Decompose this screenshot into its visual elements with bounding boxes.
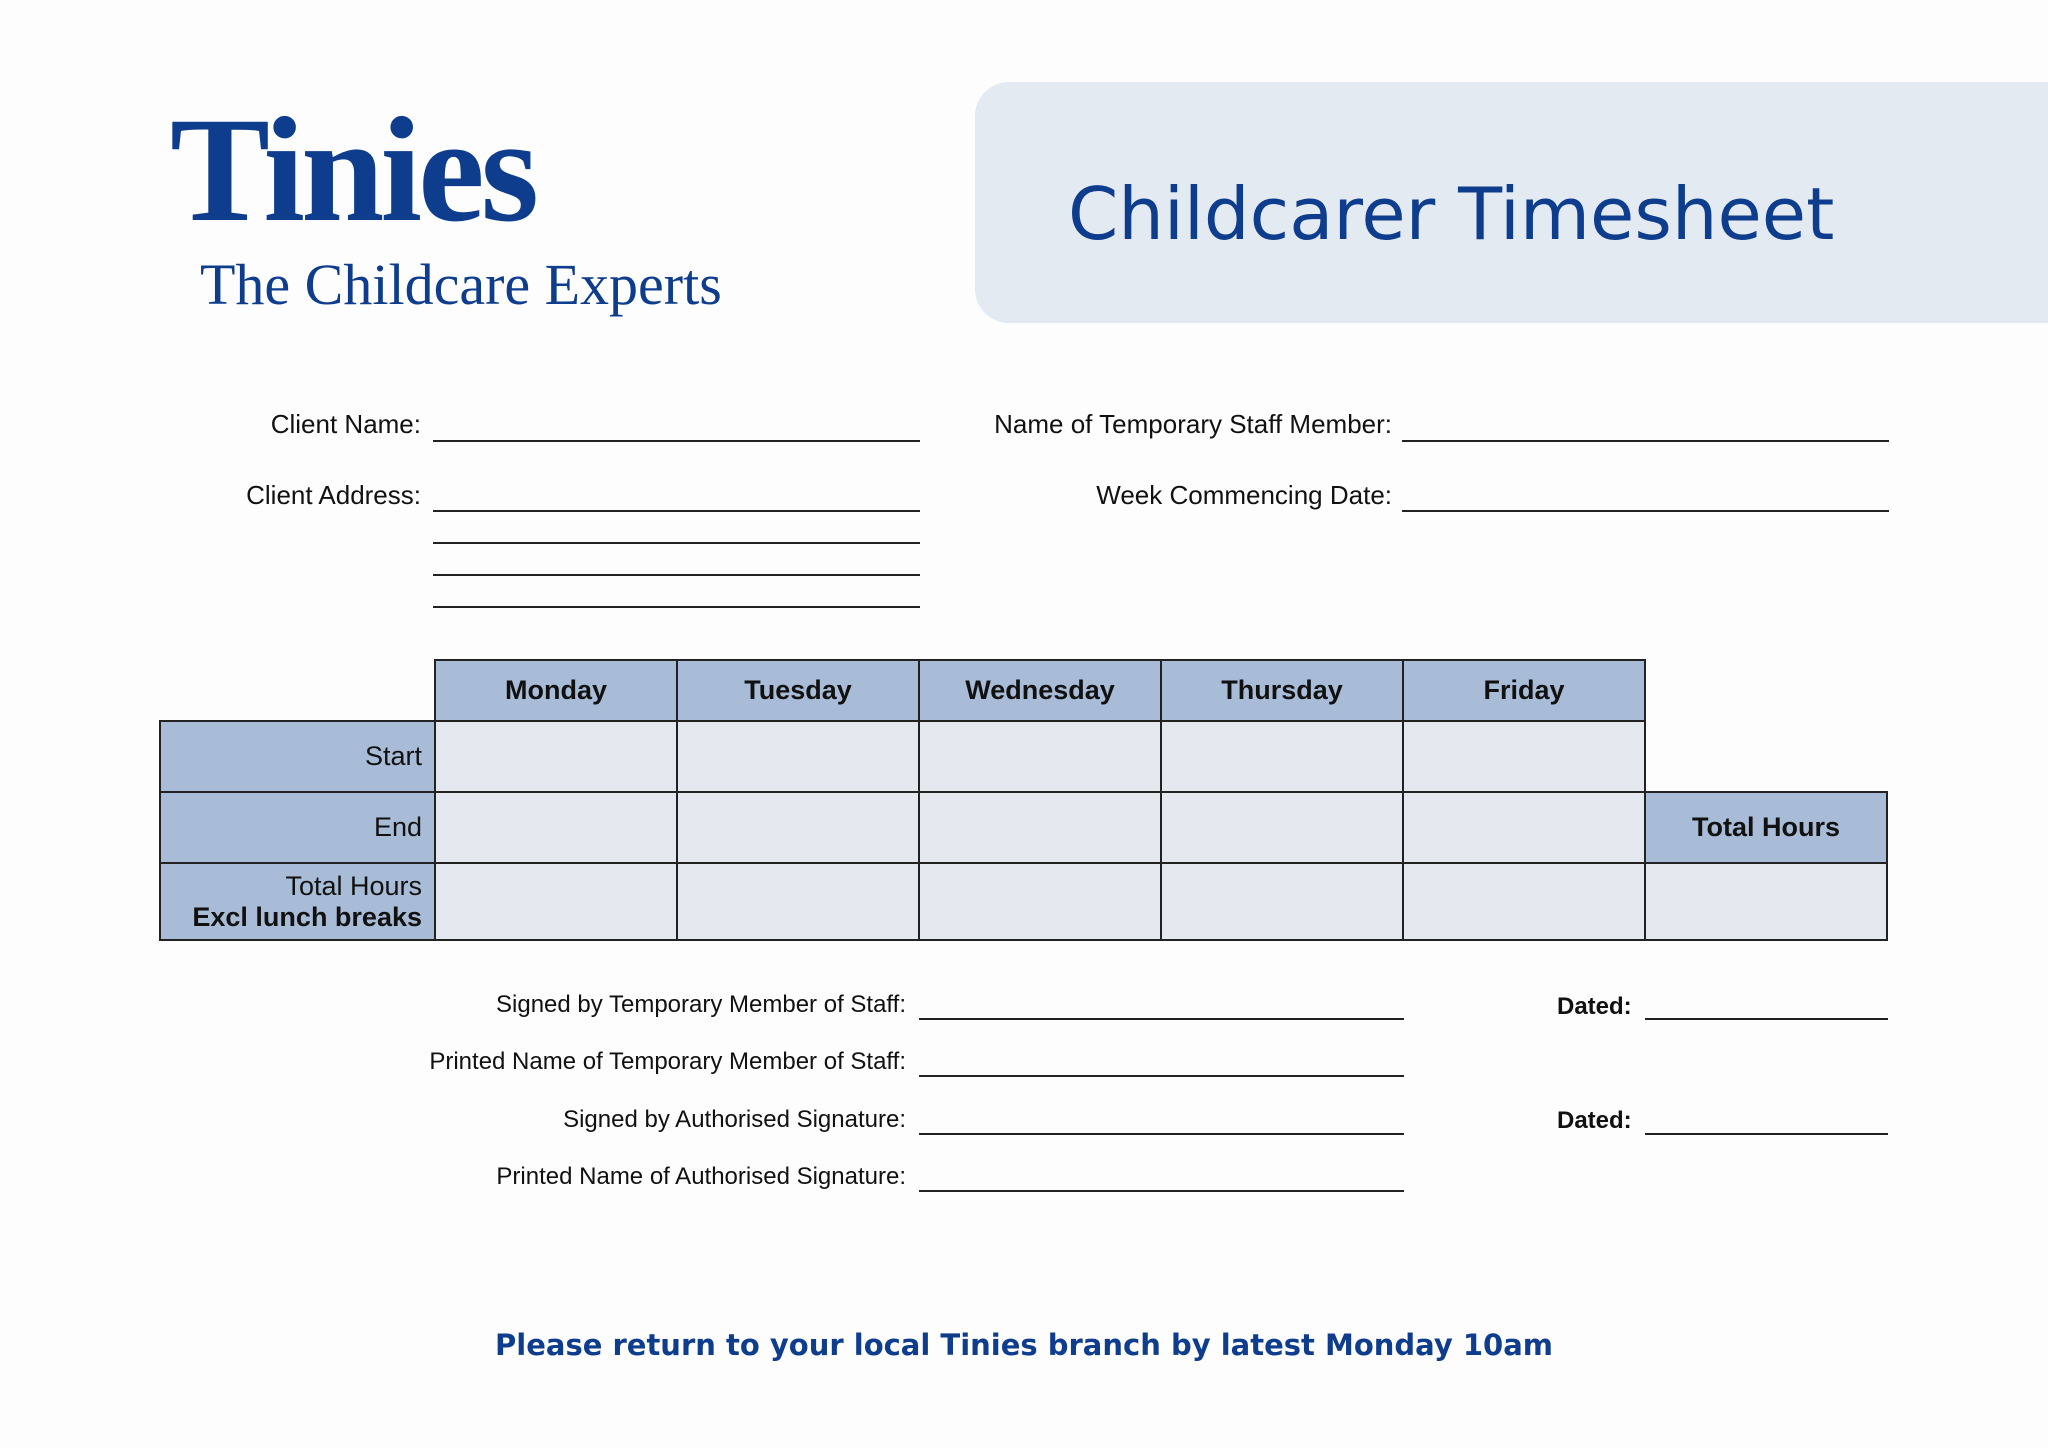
end-friday-cell[interactable]	[1403, 792, 1645, 863]
end-monday-cell[interactable]	[435, 792, 677, 863]
signed-staff-field[interactable]	[919, 1018, 1404, 1020]
start-thursday-cell[interactable]	[1161, 721, 1403, 792]
total-hours-header: Total Hours	[1645, 792, 1887, 863]
dated-label-2: Dated:	[1557, 1107, 1632, 1134]
client-address-line-2[interactable]	[433, 542, 920, 544]
total-monday-cell[interactable]	[435, 863, 677, 940]
row-label-end: End	[160, 792, 435, 863]
start-monday-cell[interactable]	[435, 721, 677, 792]
total-hours-cell[interactable]	[1645, 863, 1887, 940]
row-label-total-hours	[160, 863, 435, 940]
printed-auth-field[interactable]	[919, 1190, 1404, 1192]
table-spacer	[1645, 660, 1887, 721]
total-thursday-cell[interactable]	[1161, 863, 1403, 940]
total-friday-cell[interactable]	[1403, 863, 1645, 940]
client-name-label: Client Name:	[270, 409, 421, 439]
client-name-field[interactable]	[433, 440, 920, 442]
client-address-line-4[interactable]	[433, 606, 920, 608]
page-title: Childcarer Timesheet	[1068, 172, 1835, 256]
start-tuesday-cell[interactable]	[677, 721, 919, 792]
tinies-logo	[170, 87, 722, 318]
day-header-thursday: Thursday	[1161, 660, 1403, 721]
table-spacer	[1645, 721, 1887, 792]
total-wednesday-cell[interactable]	[919, 863, 1161, 940]
staff-name-label: Name of Temporary Staff Member:	[994, 409, 1392, 439]
dated-field-2[interactable]	[1645, 1133, 1888, 1135]
printed-staff-label: Printed Name of Temporary Member of Staff:	[429, 1048, 906, 1075]
row-label-total-line1: Total Hours	[285, 870, 422, 901]
row-label-total-line2: Excl lunch breaks	[192, 901, 422, 932]
week-commencing-label: Week Commencing Date:	[1096, 480, 1392, 510]
dated-field-1[interactable]	[1645, 1018, 1888, 1020]
row-label-start: Start	[160, 721, 435, 792]
printed-auth-label: Printed Name of Authorised Signature:	[496, 1163, 906, 1190]
day-header-tuesday: Tuesday	[677, 660, 919, 721]
footer-note: Please return to your local Tinies branch by latest Monday 10am	[495, 1328, 1553, 1362]
day-header-friday: Friday	[1403, 660, 1645, 721]
title-panel	[975, 82, 2048, 323]
day-header-wednesday: Wednesday	[919, 660, 1161, 721]
logo-wordmark: Tinies	[170, 87, 536, 253]
signed-auth-field[interactable]	[919, 1133, 1404, 1135]
staff-name-field[interactable]	[1402, 440, 1889, 442]
logo-tagline: The Childcare Experts	[200, 252, 722, 317]
timesheet-table	[159, 659, 1888, 941]
client-address-label: Client Address:	[246, 480, 421, 510]
printed-staff-field[interactable]	[919, 1075, 1404, 1077]
client-address-line-1[interactable]	[433, 510, 920, 512]
client-address-line-3[interactable]	[433, 574, 920, 576]
signed-staff-label: Signed by Temporary Member of Staff:	[496, 991, 906, 1018]
end-thursday-cell[interactable]	[1161, 792, 1403, 863]
end-wednesday-cell[interactable]	[919, 792, 1161, 863]
week-commencing-field[interactable]	[1402, 510, 1889, 512]
end-tuesday-cell[interactable]	[677, 792, 919, 863]
day-header-monday: Monday	[435, 660, 677, 721]
start-wednesday-cell[interactable]	[919, 721, 1161, 792]
table-corner	[160, 660, 435, 721]
dated-label-1: Dated:	[1557, 993, 1632, 1020]
start-friday-cell[interactable]	[1403, 721, 1645, 792]
signed-auth-label: Signed by Authorised Signature:	[563, 1106, 906, 1133]
total-tuesday-cell[interactable]	[677, 863, 919, 940]
